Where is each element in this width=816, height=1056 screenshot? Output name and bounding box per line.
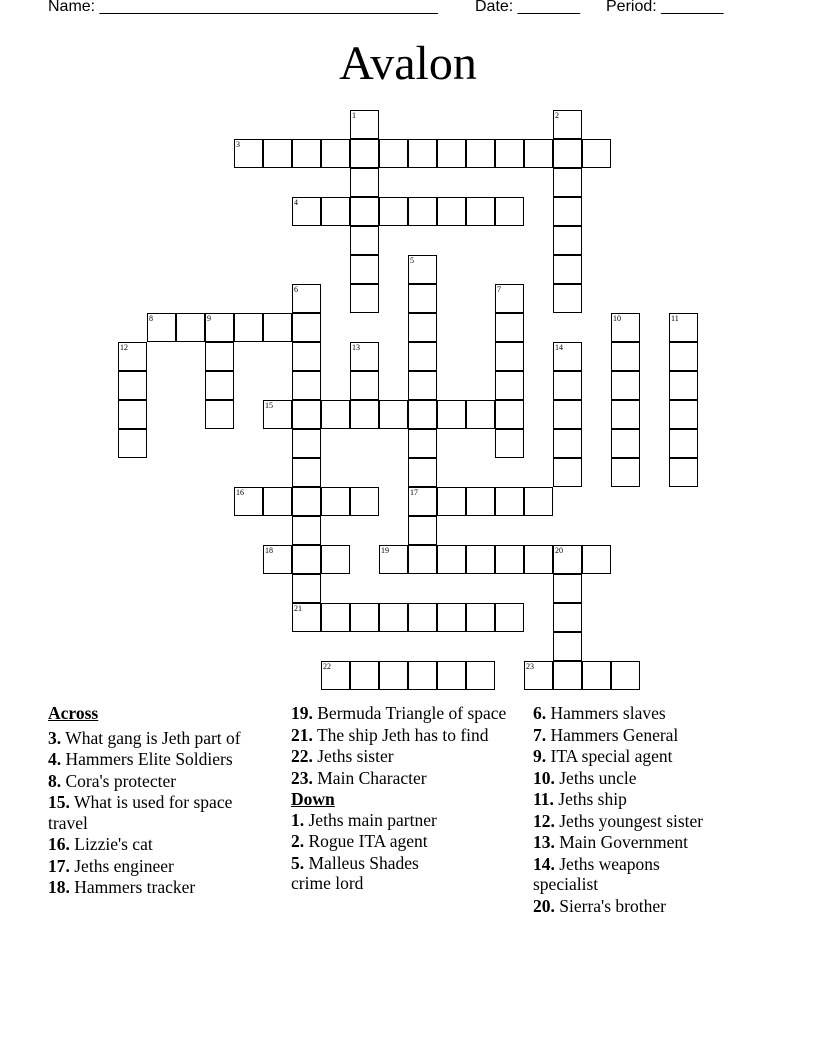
grid-cell[interactable] [611, 342, 640, 371]
grid-cell[interactable] [350, 139, 379, 168]
clue-number-label: 3 [236, 140, 240, 149]
grid-cell[interactable] [408, 603, 437, 632]
clue-number-label: 6 [294, 285, 298, 294]
grid-cell[interactable] [321, 545, 350, 574]
grid-cell[interactable] [263, 139, 292, 168]
grid-cell[interactable] [495, 197, 524, 226]
date-field-label: Date: _______ [475, 0, 580, 15]
grid-cell[interactable] [553, 661, 582, 690]
grid-cell[interactable] [437, 139, 466, 168]
grid-cell[interactable] [147, 313, 176, 342]
grid-cell[interactable] [234, 487, 263, 516]
clue-across-16: 16. Lizzie's cat [48, 834, 153, 854]
grid-cell[interactable] [408, 487, 437, 516]
grid-cell[interactable] [350, 197, 379, 226]
grid-cell[interactable] [495, 342, 524, 371]
clue-across-21: 21. The ship Jeth has to find [291, 724, 489, 745]
grid-cell[interactable] [408, 284, 437, 313]
grid-cell[interactable] [292, 371, 321, 400]
grid-cell[interactable] [408, 400, 437, 429]
grid-cell[interactable] [669, 458, 698, 487]
grid-cell[interactable] [408, 342, 437, 371]
grid-cell[interactable] [553, 400, 582, 429]
grid-cell[interactable] [118, 400, 147, 429]
grid-cell[interactable] [118, 429, 147, 458]
grid-cell[interactable] [234, 139, 263, 168]
grid-cell[interactable] [292, 342, 321, 371]
grid-cell[interactable] [205, 313, 234, 342]
grid-cell[interactable] [379, 139, 408, 168]
grid-cell[interactable] [466, 197, 495, 226]
grid-cell[interactable] [466, 661, 495, 690]
grid-cell[interactable] [292, 574, 321, 603]
grid-cell[interactable] [437, 545, 466, 574]
grid-cell[interactable] [350, 661, 379, 690]
clue-column-1 [48, 703, 248, 899]
clue-down-6: 6. Hammers slaves [533, 703, 666, 723]
grid-cell[interactable] [205, 400, 234, 429]
grid-cell[interactable] [379, 400, 408, 429]
grid-cell[interactable] [205, 371, 234, 400]
grid-cell[interactable] [350, 400, 379, 429]
grid-cell[interactable] [611, 400, 640, 429]
clue-number-label: 15 [265, 401, 273, 410]
grid-cell[interactable] [611, 371, 640, 400]
clue-across-18: 18. Hammers tracker [48, 877, 196, 897]
grid-cell[interactable] [553, 458, 582, 487]
down-heading: Down [291, 789, 335, 809]
grid-cell[interactable] [350, 255, 379, 284]
grid-cell[interactable] [466, 487, 495, 516]
grid-cell[interactable] [350, 226, 379, 255]
grid-cell[interactable] [292, 139, 321, 168]
grid-cell[interactable] [118, 371, 147, 400]
grid-cell[interactable] [495, 545, 524, 574]
grid-cell[interactable] [437, 400, 466, 429]
grid-cell[interactable] [321, 139, 350, 168]
clue-across-3: 3. What gang is Jeth part of [48, 727, 241, 748]
grid-cell[interactable] [408, 371, 437, 400]
grid-cell[interactable] [611, 661, 640, 690]
grid-cell[interactable] [582, 139, 611, 168]
grid-cell[interactable] [611, 429, 640, 458]
clue-number-label: 9 [207, 314, 211, 323]
grid-cell[interactable] [292, 400, 321, 429]
clue-down-5: 5. Malleus Shades crime lord [291, 852, 419, 893]
grid-cell[interactable] [292, 429, 321, 458]
grid-cell[interactable] [553, 574, 582, 603]
grid-cell[interactable] [321, 487, 350, 516]
grid-cell[interactable] [553, 342, 582, 371]
puzzle-title: Avalon [339, 37, 477, 90]
grid-cell[interactable] [292, 458, 321, 487]
grid-cell[interactable] [408, 197, 437, 226]
grid-cell[interactable] [553, 603, 582, 632]
grid-cell[interactable] [495, 429, 524, 458]
clue-number-label: 19 [381, 546, 389, 555]
grid-cell[interactable] [582, 545, 611, 574]
grid-cell[interactable] [263, 487, 292, 516]
grid-cell[interactable] [553, 284, 582, 313]
grid-cell[interactable] [350, 110, 379, 139]
grid-cell[interactable] [118, 342, 147, 371]
grid-cell[interactable] [321, 661, 350, 690]
clue-down-1: 1. Jeths main partner [291, 809, 437, 830]
grid-cell[interactable] [495, 284, 524, 313]
grid-cell[interactable] [524, 139, 553, 168]
clue-number-label: 1 [352, 111, 356, 120]
grid-cell[interactable] [408, 545, 437, 574]
clue-number-label: 14 [555, 343, 563, 352]
grid-cell[interactable] [350, 168, 379, 197]
grid-cell[interactable] [437, 197, 466, 226]
clue-number-label: 17 [410, 488, 418, 497]
grid-cell[interactable] [292, 313, 321, 342]
grid-cell[interactable] [408, 661, 437, 690]
grid-cell[interactable] [553, 197, 582, 226]
grid-cell[interactable] [292, 284, 321, 313]
grid-cell[interactable] [553, 632, 582, 661]
grid-cell[interactable] [292, 197, 321, 226]
grid-cell[interactable] [669, 371, 698, 400]
grid-cell[interactable] [553, 226, 582, 255]
grid-cell[interactable] [669, 429, 698, 458]
clue-down-14: 14. Jeths weapons specialist [533, 853, 660, 894]
period-field-label: Period: _______ [606, 0, 724, 15]
grid-cell[interactable] [495, 313, 524, 342]
grid-cell[interactable] [292, 603, 321, 632]
clue-number-label: 8 [149, 314, 153, 323]
grid-cell[interactable] [350, 603, 379, 632]
grid-cell[interactable] [582, 661, 611, 690]
clue-across-19: 19. Bermuda Triangle of space [291, 703, 507, 723]
grid-cell[interactable] [553, 371, 582, 400]
clue-down-9: 9. ITA special agent [533, 746, 673, 766]
clue-column-3 [533, 703, 773, 917]
clue-number-label: 4 [294, 198, 298, 207]
grid-cell[interactable] [437, 487, 466, 516]
grid-cell[interactable] [350, 284, 379, 313]
grid-cell[interactable] [379, 197, 408, 226]
clue-number-label: 13 [352, 343, 360, 352]
grid-cell[interactable] [350, 371, 379, 400]
clue-number-label: 22 [323, 662, 331, 671]
grid-cell[interactable] [437, 661, 466, 690]
grid-cell[interactable] [553, 168, 582, 197]
across-heading: Across [48, 703, 99, 723]
grid-cell[interactable] [408, 313, 437, 342]
grid-cell[interactable] [292, 487, 321, 516]
grid-cell[interactable] [408, 458, 437, 487]
grid-cell[interactable] [553, 429, 582, 458]
clue-number-label: 18 [265, 546, 273, 555]
grid-cell[interactable] [379, 545, 408, 574]
clue-number-label: 2 [555, 111, 559, 120]
clue-down-13: 13. Main Government [533, 832, 689, 852]
grid-cell[interactable] [379, 603, 408, 632]
clue-number-label: 23 [526, 662, 534, 671]
clue-column-2 [291, 703, 511, 895]
clue-number-label: 20 [555, 546, 563, 555]
grid-cell[interactable] [408, 139, 437, 168]
grid-cell[interactable] [611, 313, 640, 342]
clue-down-20: 20. Sierra's brother [533, 895, 666, 916]
grid-cell[interactable] [495, 400, 524, 429]
clue-number-label: 10 [613, 314, 621, 323]
grid-cell[interactable] [205, 342, 234, 371]
grid-cell[interactable] [321, 400, 350, 429]
clue-down-12: 12. Jeths youngest sister [533, 810, 704, 831]
grid-cell[interactable] [669, 313, 698, 342]
clue-number-label: 12 [120, 343, 128, 352]
grid-cell[interactable] [321, 603, 350, 632]
clue-down-2: 2. Rogue ITA agent [291, 831, 428, 851]
grid-cell[interactable] [553, 110, 582, 139]
grid-cell[interactable] [408, 429, 437, 458]
grid-cell[interactable] [292, 516, 321, 545]
grid-cell[interactable] [292, 545, 321, 574]
clue-number-label: 7 [497, 285, 501, 294]
grid-cell[interactable] [495, 371, 524, 400]
grid-cell[interactable] [263, 545, 292, 574]
grid-cell[interactable] [495, 487, 524, 516]
grid-cell[interactable] [524, 661, 553, 690]
clue-down-7: 7. Hammers General [533, 724, 679, 745]
clue-down-10: 10. Jeths uncle [533, 767, 637, 788]
clue-down-11: 11. Jeths ship [533, 789, 627, 809]
grid-cell[interactable] [350, 487, 379, 516]
grid-cell[interactable] [408, 516, 437, 545]
clue-across-4: 4. Hammers Elite Soldiers [48, 749, 233, 769]
grid-cell[interactable] [553, 545, 582, 574]
clue-across-17: 17. Jeths engineer [48, 855, 174, 876]
grid-cell[interactable] [495, 603, 524, 632]
clue-across-22: 22. Jeths sister [291, 746, 394, 766]
name-field-label: Name: ______________________________________ [48, 0, 438, 15]
grid-cell[interactable] [437, 603, 466, 632]
grid-cell[interactable] [263, 400, 292, 429]
grid-cell[interactable] [234, 313, 263, 342]
grid-cell[interactable] [176, 313, 205, 342]
grid-cell[interactable] [379, 661, 408, 690]
grid-cell[interactable] [321, 197, 350, 226]
clue-across-15: 15. What is used for space travel [48, 792, 233, 833]
grid-cell[interactable] [263, 313, 292, 342]
grid-cell[interactable] [524, 487, 553, 516]
clue-number-label: 11 [671, 314, 679, 323]
grid-cell[interactable] [524, 545, 553, 574]
grid-cell[interactable] [350, 342, 379, 371]
clue-number-label: 5 [410, 256, 414, 265]
grid-cell[interactable] [553, 255, 582, 284]
clue-across-23: 23. Main Character [291, 767, 427, 788]
clue-number-label: 21 [294, 604, 302, 613]
grid-cell[interactable] [466, 400, 495, 429]
grid-cell[interactable] [408, 255, 437, 284]
grid-cell[interactable] [669, 342, 698, 371]
grid-cell[interactable] [553, 139, 582, 168]
grid-cell[interactable] [611, 458, 640, 487]
clue-across-8: 8. Cora's protecter [48, 770, 177, 791]
clue-number-label: 16 [236, 488, 244, 497]
grid-cell[interactable] [466, 603, 495, 632]
grid-cell[interactable] [669, 400, 698, 429]
grid-cell[interactable] [466, 545, 495, 574]
grid-cell[interactable] [495, 139, 524, 168]
grid-cell[interactable] [466, 139, 495, 168]
